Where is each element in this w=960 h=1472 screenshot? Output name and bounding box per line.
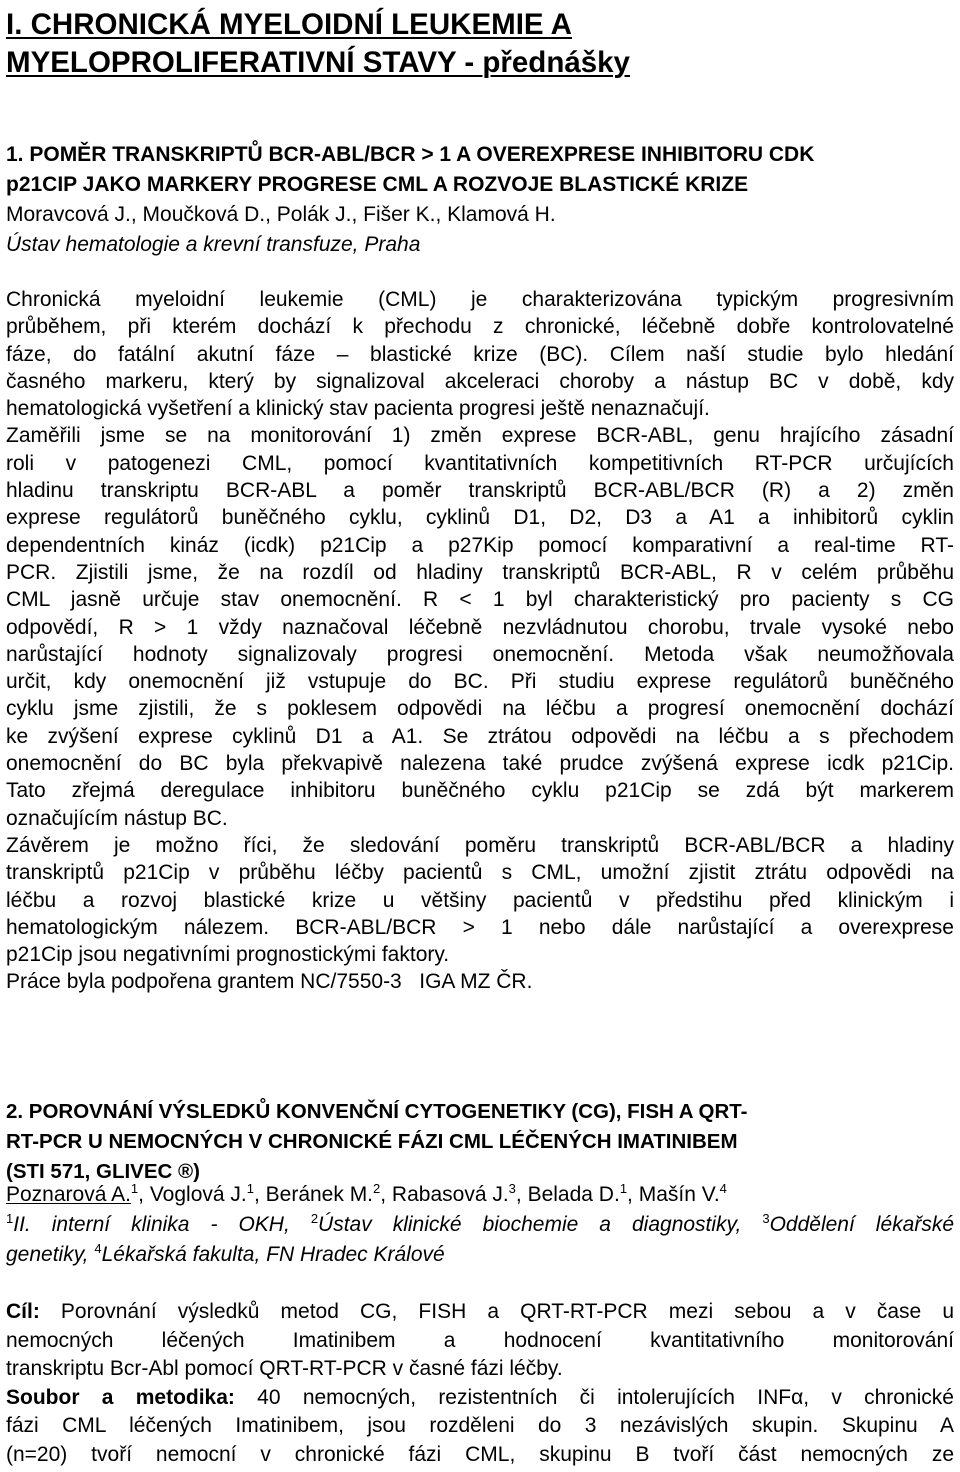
body-line: Zaměřili jsme se na monitorování 1) změn exprese BCR-ABL, genu hrajícího zásadní [6, 424, 954, 448]
body-line: průběhem, při kterém dochází k přechodu z chronické, léčebně dobře kontrolovatelné [6, 315, 954, 339]
body-line: cyklu jsme zjistili, že s poklesem odpovědi na léčbu a progresí onemocnění dochází [6, 697, 954, 721]
author-name: , Beránek M. [253, 1183, 374, 1206]
author-index: 1 [246, 1181, 254, 1196]
heading-line: (STI 571, GLIVEC ®) [6, 1160, 200, 1183]
body-line: určit, kdy onemocnění již vstupuje do BC. Při studiu exprese regulátorů buněčného [6, 670, 954, 694]
body-line: hladinu transkriptu BCR-ABL a poměr transkriptů BCR-ABL/BCR (R) a 2) změn [6, 479, 954, 503]
title-line-1: I. CHRONICKÁ MYELOIDNÍ LEUKEMIE A [6, 8, 572, 41]
affiliation-text: II. interní klinika - OKH, [13, 1213, 311, 1236]
author-name: , Mašín V. [627, 1183, 720, 1206]
heading-line: RT-PCR U NEMOCNÝCH V CHRONICKÉ FÁZI CML LÉČENÝCH IMATINIBEM [6, 1130, 738, 1153]
heading-line: p21CIP JAKO MARKERY PROGRESE CML A ROZVOJE BLASTICKÉ KRIZE [6, 173, 749, 196]
aim-line [6, 1298, 954, 1327]
body-line: Závěrem je možno říci, že sledování poměru transkriptů BCR-ABL/BCR a hladiny [6, 833, 954, 857]
body-line: narůstající hodnoty signalizovaly progresi onemocnění. Metoda však neumožňovala [6, 642, 954, 666]
methods-line: (n=20) tvoří nemocní v chronické fázi CML, skupinu B tvoří část nemocných ze [6, 1442, 954, 1466]
title-line-2: MYELOPROLIFERATIVNÍ STAVY - přednášky [6, 46, 630, 79]
body-line: ke zvýšení exprese cyklinů D1 a A1. Se ztrátou odpovědi na léčbu a s přechodem [6, 724, 954, 748]
affiliation-index: 2 [310, 1211, 319, 1226]
affiliation-line [6, 1210, 954, 1240]
body-line: PCR. Zjistili jsme, že na rozdíl od hladiny transkriptů BCR-ABL, R v celém průběhu [6, 560, 954, 584]
abstract-1-heading [6, 140, 956, 200]
abstract-1-authors: Moravcová J., Moučková D., Polák J., Fišer K., Klamová H. [6, 203, 556, 226]
affiliation-line [6, 1240, 954, 1270]
author-index: 1 [130, 1181, 139, 1196]
author-name: , Rabasová J. [380, 1183, 509, 1206]
methods-label: Soubor a metodika: [6, 1385, 235, 1409]
affiliation-index: 3 [762, 1211, 770, 1226]
affiliation-index: 1 [6, 1211, 14, 1226]
body-line: časného markeru, který by signalizoval akceleraci choroby a nástup BC v době, kdy [6, 369, 954, 393]
methods-text: 40 nemocných, rezistentních či intolerujících INFα, v chronické [234, 1385, 954, 1409]
aim-line: transkriptu Bcr-Abl pomocí QRT-RT-PCR v časné fázi léčby. [6, 1357, 563, 1380]
body-line: CML jasně určuje stav onemocnění. R < 1 byl charakteristický pro pacienty s CG [6, 588, 954, 612]
methods-line [6, 1384, 954, 1413]
affiliation-index: 4 [94, 1241, 102, 1256]
heading-line: 2. POROVNÁNÍ VÝSLEDKŮ KONVENČNÍ CYTOGENETIKY (CG), FISH A QRT- [6, 1100, 748, 1123]
author-index: 1 [619, 1181, 628, 1196]
abstract-2-body [6, 1298, 954, 1469]
body-line: exprese regulátorů buněčného cyklu, cyklinů D1, D2, D3 a A1 a inhibitorů cyklin [6, 506, 954, 530]
body-line: p21Cip jsou negativními prognostickými faktory. [6, 943, 450, 967]
affiliation-text: Lékařská fakulta, FN Hradec Králové [101, 1243, 445, 1266]
abstract-2-header [6, 1097, 956, 1187]
body-line: odpovědí, R > 1 vždy naznačoval léčebně nezvládnutou chorobu, trvale vysoké nebo [6, 615, 954, 639]
abstract-1-header [6, 140, 956, 260]
body-line: onemocnění do BC byla překvapivě nalezena také prudce zvýšená exprese icdk p21Cip. [6, 752, 954, 776]
document-title [6, 6, 946, 82]
body-line: hematologickým nálezem. BCR-ABL/BCR > 1 nebo dále narůstající a overexprese [6, 915, 954, 939]
abstract-1-affiliation: Ústav hematologie a krevní transfuze, Praha [6, 233, 421, 256]
body-line: Tato zřejmá deregulace inhibitoru buněčného cyklu p21Cip se zdá být markerem [6, 779, 954, 803]
heading-line: 1. POMĚR TRANSKRIPTŮ BCR-ABL/BCR > 1 A OVEREXPRESE INHIBITORU CDK [6, 143, 815, 166]
body-line: Chronická myeloidní leukemie (CML) je charakterizována typickým progresivním [6, 288, 954, 311]
affiliation-text: genetiky, [6, 1243, 95, 1266]
author-name: , Belada D. [515, 1183, 620, 1206]
body-line: transkriptů p21Cip v průběhu léčby pacientů s CML, umožní zjistit ztrátu odpovědi na [6, 861, 954, 885]
body-line: fáze, do fatální akutní fáze – blastické krize (BC). Cílem naší studie bylo hledání [6, 342, 954, 366]
affiliation-text: Ústav klinické biochemie a diagnostiky, [318, 1213, 763, 1236]
author-index: 2 [373, 1181, 381, 1196]
body-line: Práce byla podpořena grantem NC/7550-3 IGA MZ ČR. [6, 970, 533, 994]
abstract-2-heading [6, 1097, 956, 1187]
methods-line: fázi CML léčených Imatinibem, jsou rozděleni do 3 nezávislých skupin. Skupinu A [6, 1414, 954, 1437]
body-line: označujícím nástup BC. [6, 806, 228, 830]
body-line: léčbu a rozvoj blastické krize u většiny pacientů v předstihu před klinickým i [6, 888, 954, 912]
aim-line: nemocných léčených Imatinibem a hodnocení kvantitativního monitorování [6, 1328, 954, 1352]
body-line: hematologická vyšetření a klinický stav pacienta progresi ještě nenaznačují. [6, 397, 710, 421]
abstract-2-authors [6, 1180, 954, 1210]
author-index: 3 [508, 1181, 516, 1196]
body-line: dependentních kináz (icdk) p21Cip a p27Kip pomocí komparativní a real-time RT- [6, 533, 954, 557]
author-name: , Voglová J. [138, 1183, 247, 1206]
aim-text: Porovnání výsledků metod CG, FISH a QRT-RT-PCR mezi sebou a v čase u [39, 1300, 954, 1323]
affiliation-text: Oddělení lékařské [769, 1213, 955, 1236]
body-line: roli v patogenezi CML, pomocí kvantitativních kompetitivních RT-PCR určujících [6, 451, 954, 475]
abstract-1-body [6, 286, 954, 996]
abstract-2-affiliations [6, 1210, 954, 1270]
aim-label: Cíl: [6, 1300, 40, 1323]
author-index: 4 [719, 1181, 727, 1196]
author-name: Poznarová A. [6, 1183, 131, 1206]
